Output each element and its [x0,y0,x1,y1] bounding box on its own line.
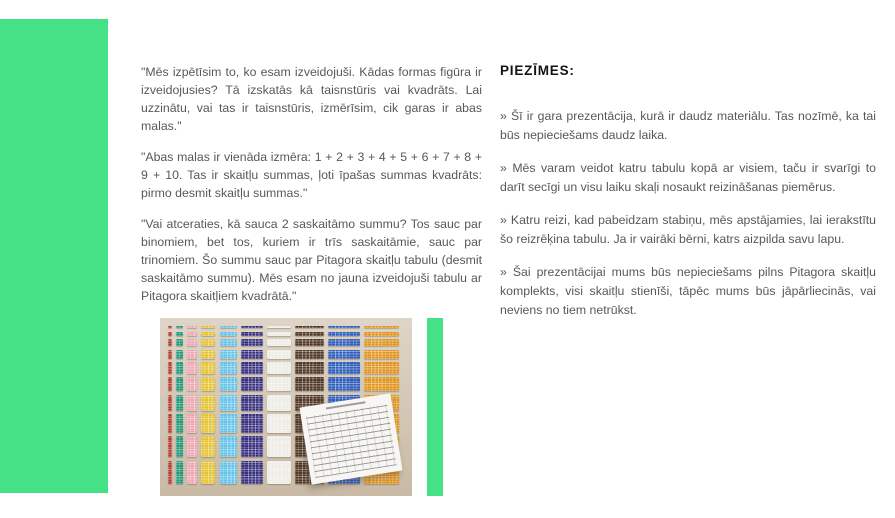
bead-cell [201,362,215,374]
bead-cell [176,332,183,337]
bead-cell [267,395,292,411]
bead-cell [267,377,292,391]
bead-cell [295,332,323,337]
bead-cell [176,326,183,328]
bead-cell [187,339,198,346]
bead-cell [295,377,323,391]
green-accent-bar [427,318,443,496]
bead-cell [201,339,215,346]
bead-cell [176,362,183,374]
notes-column [500,63,876,334]
bead-cell [267,326,292,328]
script-paragraph: "Abas malas ir vienāda izmēra: 1 + 2 + 3 + 4 + 5 + 6 + 7 + 8 + 9 + 10. Tas ir skaitļu summas, ļoti īpašas summas kvadrāts: pirmo desmit skaitļu summas." [141,150,482,200]
figure-row [160,318,482,496]
bead-cell [176,436,183,457]
bead-cell [241,414,262,433]
bead-cell [328,339,360,346]
bead-cell [168,339,172,346]
bead-cell [364,377,400,391]
bead-cell [241,377,262,391]
bead-cell [168,332,172,337]
bead-cell [176,395,183,411]
bead-cell [220,332,238,337]
bead-cell [241,350,262,359]
bead-cell [168,326,172,328]
bead-cell [187,461,198,485]
bead-cell [176,461,183,485]
bead-cell [168,461,172,485]
bead-cell [220,339,238,346]
bead-cell [220,350,238,359]
bead-cell [241,461,262,485]
bead-cell [241,395,262,411]
bead-cell [176,350,183,359]
bead-cell [267,414,292,433]
bead-cell [241,332,262,337]
bead-cell [220,414,238,433]
bead-cell [241,326,262,328]
bead-cell [295,326,323,328]
notes-heading: PIEZĪMES: [500,63,575,78]
bead-cell [295,362,323,374]
bead-cell [267,436,292,457]
bead-cell [328,326,360,328]
bead-cell [201,461,215,485]
bead-cell [168,362,172,374]
script-paragraph: "Vai atceraties, kā sauca 2 saskaitāmo summu? Tos sauc par binomiem, bet tos, kuriem ir trīs saskaitāmie, sauc par trinomiem. Šo summu sauc par Pitagora skaitļu tabulu (desmit saskaitāmo summu). Mēs esam no jauna izveidojuši tabulu ar Pitagora skaitļiem kvadrātā." [141,217,482,303]
bead-cell [220,377,238,391]
bead-cell [220,326,238,328]
bead-cell [241,339,262,346]
green-accent-left [0,19,108,493]
bead-cell [241,436,262,457]
bead-cell [176,377,183,391]
script-paragraph: "Mēs izpētīsim to, ko esam izveidojuši. Kādas formas figūra ir izveidojusies? Tā izskatās kā taisnstūris vai kvadrāts. Lai uzzinātu, vai tas ir taisnstūris, izmērīsim, cik garas ir abas malas." [141,65,482,133]
bead-cell [364,326,400,328]
notes-item: » Šai prezentācijai mums būs nepieciešams pilns Pitagora skaitļu komplekts, visi skaitļu stienīši, tāpēc mums būs jāpārliecinās, vai neviens no tiem netrūkst. [500,265,876,317]
bead-cell [201,332,215,337]
bead-cell [187,436,198,457]
worksheet-text-lines [306,404,397,478]
bead-cell [220,436,238,457]
bead-cell [267,350,292,359]
bead-cell [364,362,400,374]
bead-cell [364,332,400,337]
bead-cell [168,436,172,457]
bead-cell [328,362,360,374]
bead-cell [187,414,198,433]
bead-cell [267,362,292,374]
bead-cell [176,414,183,433]
bead-cell [168,414,172,433]
bead-cell [201,395,215,411]
script-column [141,63,482,496]
bead-cell [201,350,215,359]
bead-cell [201,377,215,391]
bead-cell [267,332,292,337]
bead-cell [187,395,198,411]
notes-item: » Mēs varam veidot katru tabulu kopā ar visiem, taču ir svarīgi to darīt secīgi un visu laiku skaļi nosaukt reizināšanas piemērus. [500,161,876,194]
notes-item: » Katru reizi, kad pabeidzam stabiņu, mēs apstājamies, lai ierakstītu šo reizrēķina tabulu. Ja ir vairāki bērni, katrs aizpilda savu lapu. [500,213,876,246]
bead-cell [328,350,360,359]
bead-cell [220,362,238,374]
bead-cell [267,461,292,485]
bead-cell [364,350,400,359]
bead-cell [220,395,238,411]
bead-cell [201,326,215,328]
bead-cell [187,362,198,374]
bead-cell [168,395,172,411]
bead-cell [176,339,183,346]
bead-cell [220,461,238,485]
worksheet-paper [299,393,402,484]
bead-layout-photo [160,318,412,496]
bead-cell [187,377,198,391]
bead-cell [187,326,198,328]
bead-cell [364,339,400,346]
bead-cell [187,350,198,359]
bead-cell [328,332,360,337]
bead-cell [201,436,215,457]
bead-cell [187,332,198,337]
bead-cell [267,339,292,346]
bead-cell [168,350,172,359]
bead-cell [295,339,323,346]
bead-cell [201,414,215,433]
notes-item: » Šī ir gara prezentācija, kurā ir daudz materiālu. Tas nozīmē, ka tai būs nepieciešams daudz laika. [500,109,876,142]
bead-cell [328,377,360,391]
bead-cell [241,362,262,374]
bead-cell [295,350,323,359]
bead-cell [168,377,172,391]
